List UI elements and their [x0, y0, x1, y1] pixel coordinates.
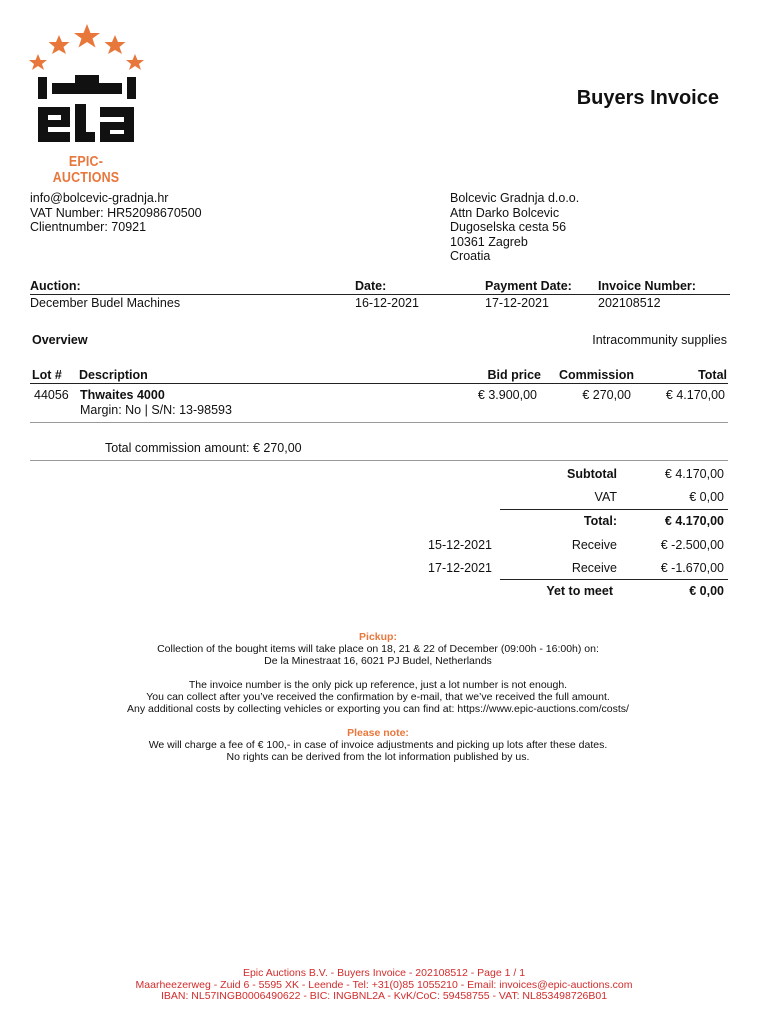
address-line: Attn Darko Bolcevic	[450, 205, 560, 220]
star-icon	[49, 35, 70, 54]
overview-label: Overview	[32, 333, 88, 347]
please-note-line: We will charge a fee of € 100,- in case of invoice adjustments and picking up lots after these dates.	[148, 739, 608, 751]
date-value: 16-12-2021	[355, 296, 419, 310]
info-line: You can collect after you’ve received the confirmation by e-mail, that we’ve received the full amount.	[146, 691, 610, 703]
footer	[0, 968, 768, 1003]
col-description: Description	[79, 368, 148, 382]
yet-to-meet-value: € 0,00	[689, 584, 724, 598]
please-note-title: Please note:	[347, 727, 409, 739]
table-row	[0, 388, 768, 420]
auction-label: Auction:	[30, 279, 81, 293]
payment-date: 15-12-2021	[428, 538, 492, 552]
pickup-title: Pickup:	[359, 631, 397, 643]
brand-name: EPIC-AUCTIONS	[52, 154, 120, 186]
vat-value: € 0,00	[689, 490, 724, 504]
payment-date-value: 17-12-2021	[485, 296, 549, 310]
divider	[30, 294, 730, 295]
star-icon	[105, 35, 126, 54]
notes-block	[0, 631, 756, 763]
row-title: Thwaites 4000	[80, 388, 165, 402]
divider	[30, 422, 728, 423]
row-lot: 44056	[34, 388, 69, 402]
divider	[500, 579, 728, 580]
please-note-line: No rights can be derived from the lot information published by us.	[226, 751, 530, 763]
payment-amount: € -1.670,00	[660, 561, 724, 575]
logo	[28, 24, 144, 186]
info-line: Any additional costs by collecting vehicles or exporting you can find at: https://www.epic-auctions.com/costs/	[127, 703, 629, 715]
row-detail: Margin: No | S/N: 13-98593	[80, 403, 232, 417]
address-line: 10361 Zagreb	[450, 234, 528, 249]
footer-line: Maarheezerweg - Zuid 6 - 5595 XK - Leende - Tel: +31(0)85 1055210 - Email: invoices@epic-auctions.com	[135, 978, 633, 991]
contact-block	[30, 191, 202, 235]
col-commission: Commission	[558, 368, 634, 382]
row-commission: € 270,00	[582, 388, 631, 402]
logo-graphic	[28, 24, 144, 152]
divider	[500, 509, 728, 510]
address-block	[450, 191, 579, 264]
auction-value: December Budel Machines	[30, 296, 181, 310]
row-bid: € 3.900,00	[477, 388, 537, 402]
address-line: Bolcevic Gradnja d.o.o.	[450, 191, 580, 205]
subtotal-label: Subtotal	[567, 467, 617, 481]
payment-label: Receive	[571, 561, 617, 575]
total-value: € 4.170,00	[664, 514, 724, 528]
contact-vat: VAT Number: HR52098670500	[30, 205, 202, 220]
info-line: The invoice number is the only pick up reference, just a lot number is not enough.	[188, 679, 568, 691]
vat-label: VAT	[594, 490, 617, 504]
contact-client: Clientnumber: 70921	[30, 220, 147, 234]
commission-total: Total commission amount: € 270,00	[105, 441, 302, 455]
col-total: Total	[698, 368, 727, 382]
star-icon	[74, 24, 100, 48]
payment-amount: € -2.500,00	[660, 538, 724, 552]
divider	[30, 383, 728, 384]
payment-label: Receive	[571, 538, 617, 552]
payment-date-label: Payment Date:	[485, 279, 572, 293]
invoice-number-value: 202108512	[598, 296, 661, 310]
address-line: Dugoselska cesta 56	[450, 220, 567, 234]
pickup-line: Collection of the bought items will take place on 18, 21 & 22 of December (09:00h - 16:00h) on:	[157, 643, 599, 655]
star-icon	[126, 54, 144, 70]
star-icon	[29, 54, 47, 70]
total-label: Total:	[583, 514, 617, 528]
row-total: € 4.170,00	[665, 388, 725, 402]
invoice-number-label: Invoice Number:	[598, 279, 696, 293]
yet-to-meet-label: Yet to meet	[546, 584, 613, 598]
col-bid-price: Bid price	[487, 368, 541, 382]
contact-email: info@bolcevic-gradnja.hr	[30, 191, 169, 205]
overview-note: Intracommunity supplies	[592, 333, 727, 347]
footer-line: IBAN: NL57INGB0006490622 - BIC: INGBNL2A - KvK/CoC: 59458755 - VAT: NL853498726B01	[160, 990, 608, 1002]
subtotal-value: € 4.170,00	[664, 467, 724, 481]
pickup-line: De la Minestraat 16, 6021 PJ Budel, Netherlands	[264, 655, 492, 667]
address-line: Croatia	[450, 249, 491, 263]
page-title: Buyers Invoice	[576, 87, 719, 109]
date-label: Date:	[355, 279, 387, 293]
col-lot: Lot #	[32, 368, 62, 382]
footer-line: Epic Auctions B.V. - Buyers Invoice - 202108512 - Page 1 / 1	[242, 967, 526, 979]
payment-date: 17-12-2021	[428, 561, 492, 575]
divider	[30, 460, 728, 461]
